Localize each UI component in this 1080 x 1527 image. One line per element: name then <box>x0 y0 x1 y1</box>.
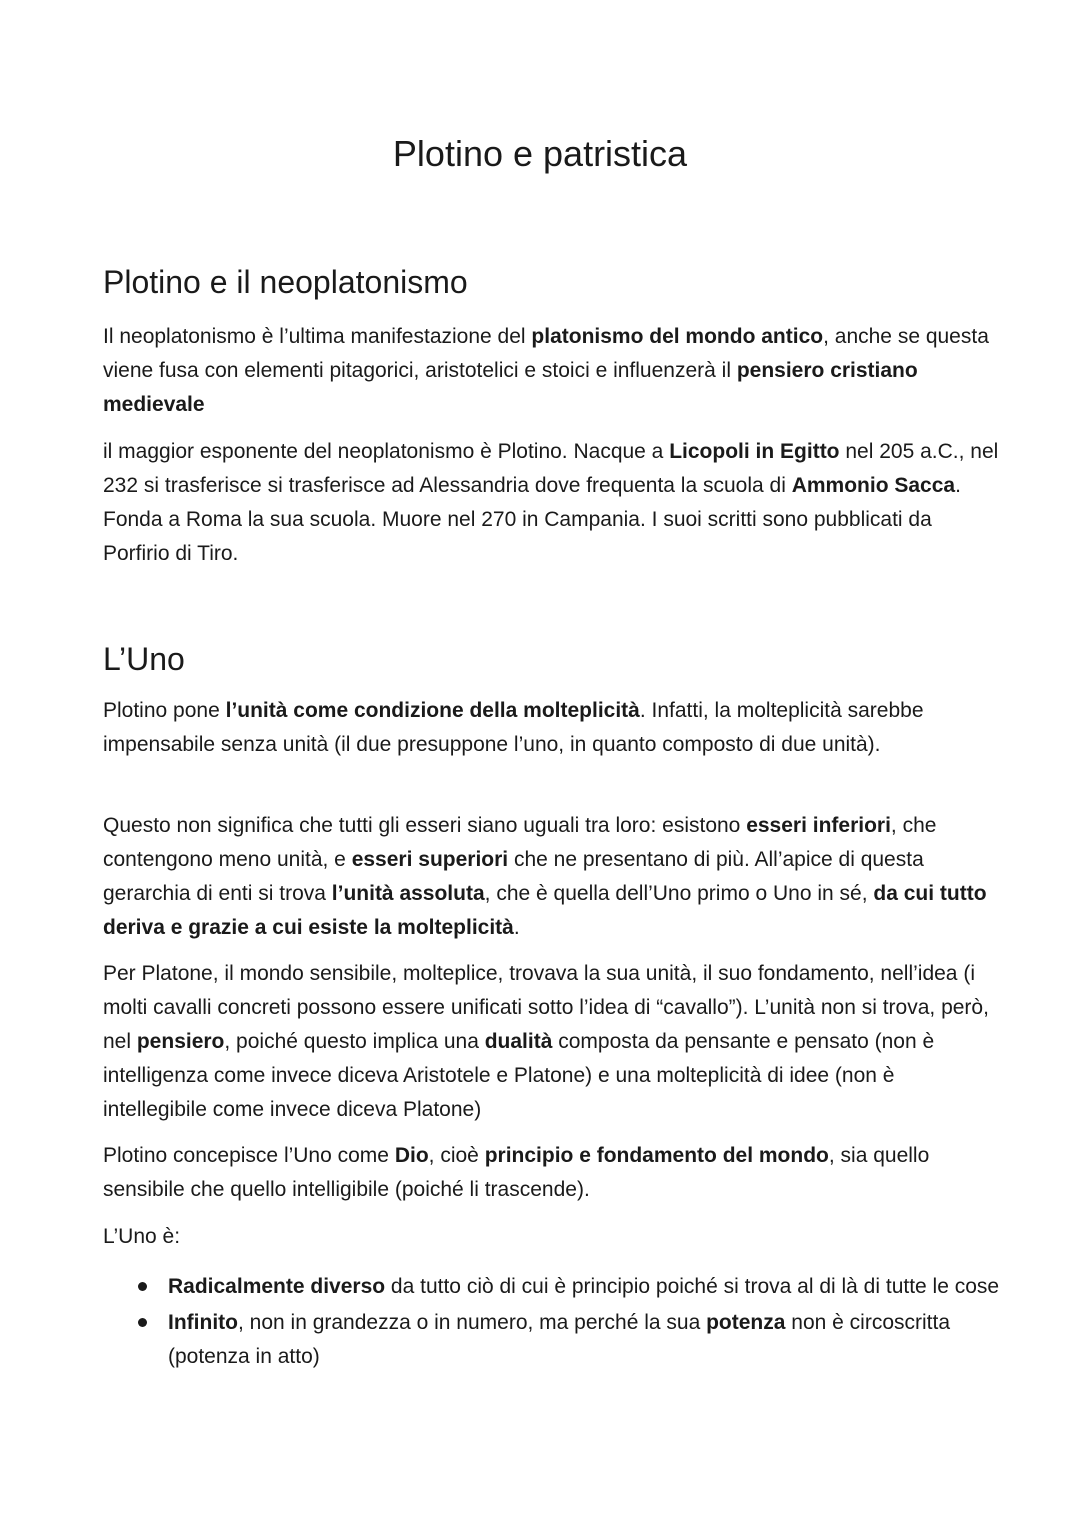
paragraph: Questo non significa che tutti gli esseri siano uguali tra loro: esistono esseri inferiori, che contengono meno unità, e esseri superiori che ne presentano di più. All’apice di questa gerarchia di enti si trova l’unità assoluta, che è quella dell’Uno primo o Uno in sé, da cui tutto deriva e grazie a cui esiste la molteplicità. <box>103 814 987 939</box>
paragraph: il maggior esponente del neoplatonismo è Plotino. Nacque a Licopoli in Egitto nel 205 a.C., nel 232 si trasferisce si trasferisce ad Alessandria dove frequenta la scuola di Ammonio Sacca. Fonda a Roma la sua scuola. Muore nel 270 in Campania. I suoi scritti sono pubblicati da Porfirio di Tiro. <box>103 440 999 565</box>
section-heading-uno: L’Uno <box>103 641 185 677</box>
document-title: Plotino e patristica <box>392 133 688 174</box>
list-item: Radicalmente diverso da tutto ciò di cui è principio poiché si trova al di là di tutte le cose <box>103 1270 1003 1304</box>
paragraph: L’Uno è: <box>103 1225 181 1248</box>
list-item: Infinito, non in grandezza o in numero, ma perché la sua potenza non è circoscritta (potenza in atto) <box>103 1306 1003 1374</box>
section-heading-neoplatonismo: Plotino e il neoplatonismo <box>103 264 468 300</box>
bullet-list <box>103 1270 1003 1376</box>
paragraph: Il neoplatonismo è l’ultima manifestazione del platonismo del mondo antico, anche se questa viene fusa con elementi pitagorici, aristotelici e stoici e influenzerà il pensiero cristiano medievale <box>103 325 989 416</box>
bullet-icon <box>138 1318 147 1327</box>
paragraph: Plotino pone l’unità come condizione della molteplicità. Infatti, la molteplicità sarebbe impensabile senza unità (il due presuppone l’uno, in quanto composto di due unità). <box>103 699 924 756</box>
paragraph: Plotino concepisce l’Uno come Dio, cioè principio e fondamento del mondo, sia quello sensibile che quello intelligibile (poiché li trascende). <box>103 1144 930 1201</box>
paragraph: Per Platone, il mondo sensibile, molteplice, trovava la sua unità, il suo fondamento, nell’idea (i molti cavalli concreti possono essere unificati sotto l’idea di “cavallo”). L’unità non si trova, però, nel pensiero, poiché questo implica una dualità composta da pensante e pensato (non è intelligenza come invece diceva Aristotele e Platone) e una molteplicità di idee (non è intellegibile come invece diceva Platone) <box>103 962 989 1121</box>
bullet-icon <box>138 1282 147 1291</box>
